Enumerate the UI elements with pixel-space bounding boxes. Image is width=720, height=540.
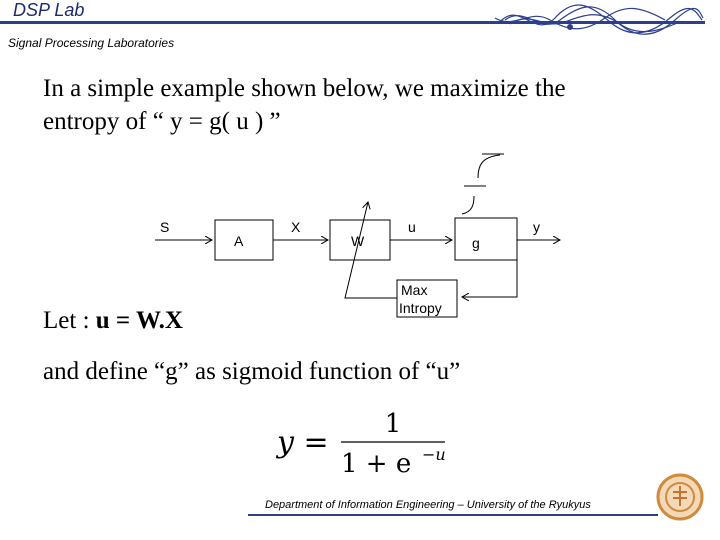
footer-rule [248,514,658,516]
footer-text: Department of Information Engineering – University of the Ryukyus [265,499,591,511]
header-title: DSP Lab [13,0,85,20]
label-w: W [351,233,365,249]
sigmoid-lower [462,196,474,214]
header-subtitle: Signal Processing Laboratories [8,36,175,50]
intro-line-1: In a simple example shown below, we maximize the [43,75,566,102]
sigmoid-upper [478,155,500,178]
equation-lhs: y = [277,425,329,460]
arrow-feedback-to-max [462,240,517,297]
let-expression: u = W.X [95,307,183,334]
block-a [215,220,273,260]
block-g [455,218,517,260]
label-s: S [160,219,170,235]
let-prefix: Let : [43,307,96,334]
define-statement: and define “g” as sigmoid function of “u” [43,358,461,385]
label-a: A [234,233,244,249]
intro-line-2: entropy of “ y = g( u ) ” [43,108,281,135]
label-u: u [408,219,416,235]
equation-denominator: 1 + e [341,449,412,479]
label-y: y [533,219,540,235]
label-intropy: Intropy [399,300,442,316]
equation-numerator: 1 [384,409,402,439]
university-seal-icon [655,472,705,522]
label-x: X [291,219,301,235]
label-max: Max [401,282,428,298]
equation-exponent: −u [422,445,446,464]
let-statement [43,307,183,335]
arrow-max-to-w [345,202,397,298]
label-g: g [472,235,480,251]
sigmoid-equation [275,400,475,480]
